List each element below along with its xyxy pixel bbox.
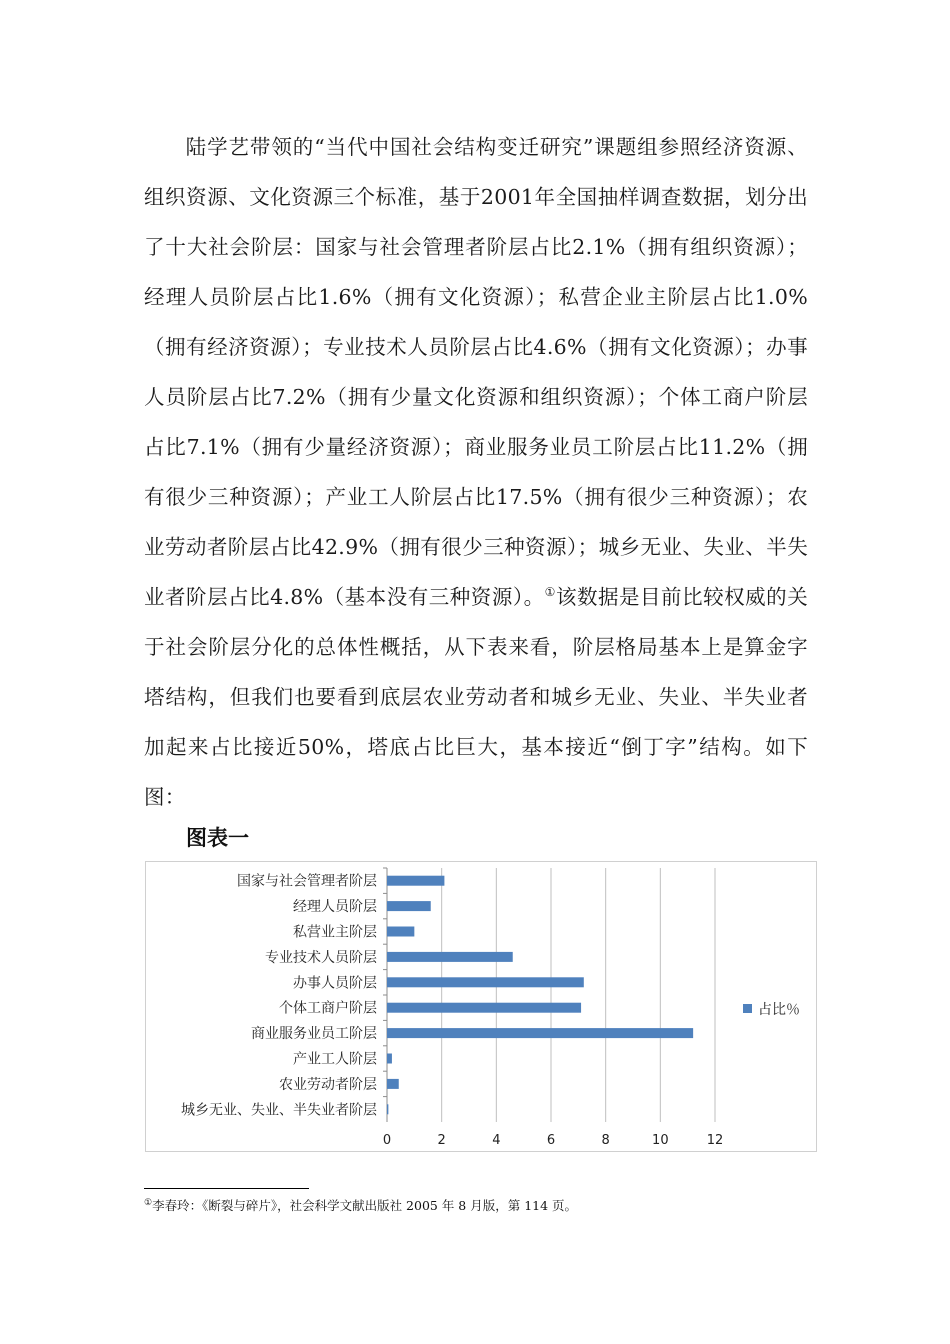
y-category-label: 城乡无业、失业、半失业者阶层 — [181, 1102, 377, 1119]
footnote-separator — [144, 1188, 309, 1189]
x-tick-label: 12 — [706, 1133, 724, 1148]
data-bar — [387, 1054, 392, 1064]
data-bar — [387, 977, 584, 987]
x-tick-label: 10 — [652, 1133, 669, 1148]
x-tick-label: 2 — [437, 1133, 446, 1148]
bar-chart — [145, 861, 817, 1152]
data-bar — [387, 1028, 693, 1038]
data-bar — [387, 1104, 388, 1114]
y-category-label: 经理人员阶层 — [293, 899, 377, 916]
body-paragraph — [144, 122, 808, 822]
y-category-label: 专业技术人员阶层 — [265, 949, 377, 966]
footnote-text: 李春玲：《断裂与碎片》，社会科学文献出版社 2005 年 8 月版，第 114 页。 — [152, 1198, 578, 1213]
legend-label: 占比％ — [758, 1002, 800, 1018]
y-category-label: 产业工人阶层 — [293, 1051, 377, 1068]
x-tick-label: 6 — [546, 1133, 556, 1148]
data-bar — [387, 952, 513, 962]
data-bar — [387, 876, 444, 886]
paragraph-text-part2: 该数据是目前比较权威的关于社会阶层分化的总体性概括，从下表来看，阶层格局基本上是算金字塔结构，但我们也要看到底层农业劳动者和城乡无业、失业、半失业者加起来占比接近50%，塔底占比巨大，基本接近“倒丁字”结构。如下图： — [144, 585, 808, 809]
footnote — [144, 1196, 577, 1214]
y-category-label: 农业劳动者阶层 — [279, 1076, 377, 1093]
bar-chart-svg — [146, 862, 818, 1153]
y-category-label: 个体工商户阶层 — [279, 1000, 377, 1017]
figure-title: 图表一 — [186, 826, 249, 850]
x-tick-label: 0 — [382, 1133, 392, 1148]
footnote-mark: ① — [144, 1197, 153, 1208]
x-tick-label: 8 — [601, 1133, 610, 1148]
footnote-reference-mark: ① — [544, 585, 556, 600]
y-category-label: 私营业主阶层 — [293, 924, 377, 941]
data-bar — [387, 1079, 399, 1089]
y-category-label: 国家与社会管理者阶层 — [237, 873, 377, 890]
y-category-label: 商业服务业员工阶层 — [251, 1026, 377, 1043]
x-tick-label: 4 — [492, 1133, 501, 1148]
legend-swatch — [743, 1004, 752, 1013]
paragraph-text-part1: 陆学艺带领的“当代中国社会结构变迁研究”课题组参照经济资源、组织资源、文化资源三个标准，基于2001年全国抽样调查数据，划分出了十大社会阶层：国家与社会管理者阶层占比2.1%（拥有组织资源）；经理人员阶层占比1.6%（拥有文化资源）；私营企业主阶层占比1.0%（拥有经济资源）；专业技术人员阶层占比4.6%（拥有文化资源）；办事人员阶层占比7.2%（拥有少量文化资源和组织资源）；个体工商户阶层占比7.1%（拥有少量经济资源）；商业服务业员工阶层占比11.2%（拥有很少三种资源）；产业工人阶层占比17.5%（拥有很少三种资源）；农业劳动者阶层占比42.9%（拥有很少三种资源）；城乡无业、失业、半失业者阶层占比4.8%（基本没有三种资源）。 — [144, 135, 808, 609]
data-bar — [387, 1003, 581, 1013]
data-bar — [387, 901, 431, 911]
data-bar — [387, 927, 414, 937]
y-category-label: 办事人员阶层 — [293, 975, 377, 992]
